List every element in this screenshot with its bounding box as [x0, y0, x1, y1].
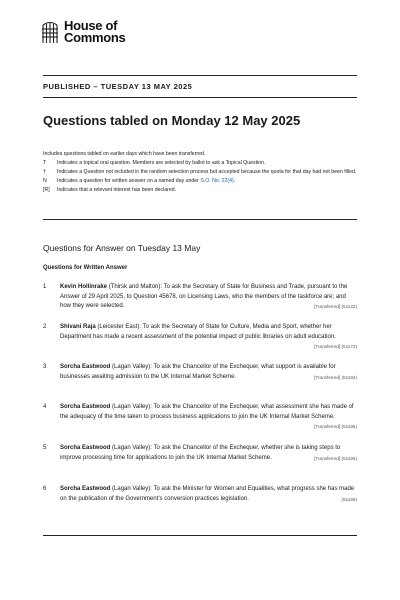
constituency: (Lagan Valley) [112, 404, 151, 410]
key-text: Indicates a Question not included in the random selection process but accepted because the quota for that day had not been filled. [57, 169, 357, 175]
divider [43, 535, 357, 536]
status-badge: [Transferred] [314, 424, 341, 430]
standing-order-link[interactable]: S.O. No. 22(4) [200, 178, 234, 184]
key-text: Indicates that a relevant interest has been declared. [57, 187, 177, 193]
key-item-relevant-interest [43, 187, 357, 194]
question-item [43, 363, 357, 382]
question-text: : To ask the Chancellor of the Exchequer, what support is available for businesses awaiting admission to the UK Internal Market Scheme. [60, 364, 336, 380]
key-text: Indicates a topical oral question. Members are selected by ballot to ask a Topical Question. [57, 160, 266, 166]
logo-line-1: House of [64, 18, 118, 33]
question-ref: (51185) [341, 424, 357, 430]
intro-key [43, 151, 357, 194]
question-text: : To ask the Chancellor of the Exchequer, whether she is taking steps to improve processing time for applications to join the UK Internal Market Scheme. [60, 445, 341, 461]
key-symbol: † [43, 169, 46, 175]
question-ref: (51184) [341, 374, 357, 380]
page-title: Questions tabled on Monday 12 May 2025 [43, 113, 301, 128]
divider [43, 97, 357, 98]
divider [43, 219, 357, 220]
key-item-dagger [43, 169, 357, 176]
member-name: Sorcha Eastwood [60, 364, 111, 370]
sub-heading: Questions for Written Answer [43, 265, 128, 271]
question-text: : To ask the Secretary of State for Culture, Media and Sport, whether her Department has made a recent assessment of the potential impact of public libraries on adult education. [60, 324, 336, 340]
question-item [43, 485, 357, 504]
status-badge: [Transferred] [314, 304, 341, 310]
status-badge: [Transferred] [314, 455, 341, 461]
constituency: (Lagan Valley) [112, 486, 151, 492]
status-badge: [Transferred] [314, 374, 341, 380]
question-number: 4 [43, 404, 47, 410]
member-name: Sorcha Eastwood [60, 404, 111, 410]
question-number: 6 [43, 486, 47, 492]
key-item-topical [43, 160, 357, 167]
constituency: (Thirsk and Malton) [108, 284, 161, 290]
published-date: PUBLISHED – TUESDAY 13 MAY 2025 [43, 82, 193, 91]
status-badge: [Transferred] [314, 344, 341, 350]
intro-lead: Includes questions tabled on earlier days which have been transferred. [43, 151, 206, 157]
constituency: (Lagan Valley) [112, 364, 151, 370]
question-text: : To ask the Minister for Women and Equalities, what progress she has made on the publication of the Government's conversion practices legislation. [60, 486, 355, 502]
question-item [43, 403, 357, 432]
question-ref: (51173) [341, 344, 357, 350]
question-text: : To ask the Secretary of State for Business and Trade, pursuant to the Answer of 29 April 2025, to Question 45678, on Licensing Laws, who the members of the taskforce are; and how they were selected. [60, 284, 348, 310]
question-ref: (51122) [341, 304, 357, 310]
member-name: Shivani Raja [60, 324, 96, 330]
constituency: (Leicester East) [97, 324, 140, 330]
key-symbol: N [43, 178, 47, 184]
question-ref: (51186) [341, 455, 357, 461]
member-name: Sorcha Eastwood [60, 445, 111, 451]
logo-line-2: Commons [64, 30, 126, 45]
member-name: Sorcha Eastwood [60, 486, 111, 492]
question-item [43, 283, 357, 312]
question-item [43, 444, 357, 463]
question-number: 5 [43, 445, 47, 451]
divider [43, 75, 357, 76]
section-heading: Questions for Answer on Tuesday 13 May [43, 243, 201, 253]
key-text: Indicates a question for written answer on a named day under [57, 178, 201, 184]
portcullis-icon [40, 20, 60, 44]
key-item-named-day: N Indicates a question for written answer on a named day under S.O. No. 22(4). [43, 178, 236, 184]
member-name: Kevin Hollinrake [60, 284, 108, 290]
question-number: 2 [43, 324, 47, 330]
constituency: (Lagan Valley) [112, 445, 151, 451]
question-text: : To ask the Chancellor of the Exchequer, what assessment she has made of the adequacy of the time taken to process business applications to join the UK Internal Market Scheme. [60, 404, 354, 420]
question-ref: (51159) [341, 496, 357, 502]
key-symbol: T [43, 160, 47, 166]
question-number: 3 [43, 364, 47, 370]
key-symbol: [R] [43, 187, 50, 193]
question-item [43, 323, 357, 352]
house-of-commons-logo [40, 20, 125, 44]
question-number: 1 [43, 284, 47, 290]
